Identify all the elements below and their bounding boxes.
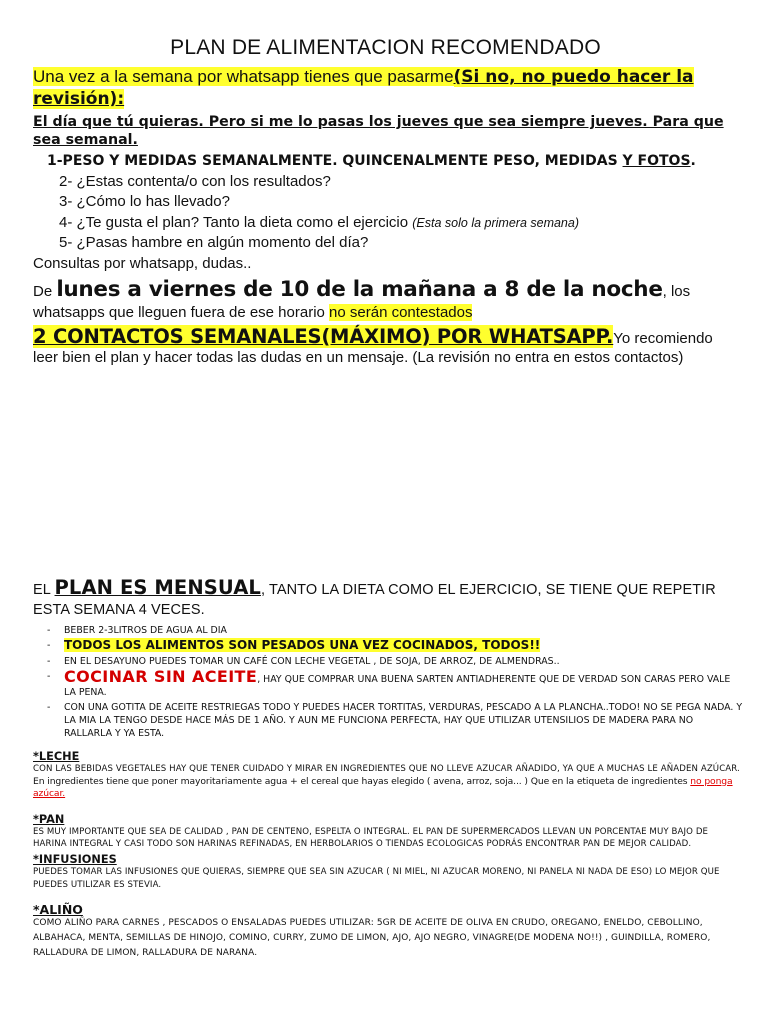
consultas-text: Consultas por whatsapp, dudas.. [33, 254, 252, 272]
intro-paragraph [33, 66, 738, 110]
pan-heading: *PAN [33, 812, 65, 826]
rule-item: - BEBER 2-3LITROS DE AGUA AL DIA [47, 625, 227, 636]
leche-heading: *LECHE [33, 750, 80, 763]
contacts-rest: Yo recomiendo leer bien el plan y hacer todas las dudas en un mensaje. (La revisión no entra en estos contactos) [33, 329, 713, 366]
page-title: PLAN DE ALIMENTACION RECOMENDADO [170, 36, 601, 59]
day-note: El día que tú quieras. Pero si me lo pasas los jueves que sea siempre jueves. Para que sea semanal. [33, 114, 724, 148]
checklist-item-3: 3- ¿Cómo lo has llevado? [59, 193, 230, 210]
checklist-item-4-text: 4- ¿Te gusta el plan? Tanto la dieta como el ejercicio [59, 213, 413, 231]
rule-text: BEBER 2-3LITROS DE AGUA AL DIA [64, 625, 227, 636]
checklist-item-4 [47, 213, 738, 234]
checklist-item-2: 2- ¿Estas contenta/o con los resultados? [59, 172, 331, 190]
leche-text-1: CON LAS BEBIDAS VEGETALES HAY QUE TENER CUIDADO Y MIRAR EN INGREDIENTES QUE NO LLEVE AZUCAR AÑADIDO, YA QUE A MUCHAS LE AÑADEN AZÚCAR. [33, 764, 740, 774]
rule-text: , HAY QUE COMPRAR UNA BUENA SARTEN ANTIADHERENTE QUE DE VERDAD SON CARAS PERO VALE LA PENA. [64, 674, 731, 698]
schedule-hours: lunes a viernes de 10 de la mañana a 8 de la noche [56, 276, 663, 302]
rule-item: - TODOS LOS ALIMENTOS SON PESADOS UNA VEZ COCINADOS, TODOS!! [47, 638, 541, 652]
plan-pre: EL [33, 582, 55, 598]
document-top [33, 34, 738, 367]
leche-text-2-main: En ingredientes tiene que poner mayoritariamente agua + el cereal que hayas elegido ( avena, arroz, soja... ) Que en la etiqueta de ingredientes [33, 775, 691, 787]
alino-text: COMO ALIÑO PARA CARNES , PESCADOS O ENSALADAS PUEDES UTILIZAR: 5GR DE ACEITE DE OLIVA EN CRUDO, OREGANO, ENELDO, CEBOLLINO, ALBAHACA, MENTA, SEMILLAS DE HINOJO, COMINO, CURRY, ZUMO DE LIMON, AJO, AJO NEGRO, VINAGRE(DE MODENA NO!!) , GUINDILLA, ROMERO, RALLADURA DE LIMON, RALLADURA DE NARANA. [33, 918, 711, 959]
rule-text-highlighted: TODOS LOS ALIMENTOS SON PESADOS UNA VEZ COCINADOS, TODOS!! [64, 638, 541, 652]
plan-mensual: PLAN ES MENSUAL [54, 576, 261, 599]
document-bottom [33, 578, 743, 961]
rule-text: CON UNA GOTITA DE ACEITE RESTRIEGAS TODO Y PUEDES HACER TORTITAS, VERDURAS, PESCADO A LA PLANCHA..TODO! NO SE PEGA NADA. Y LA MIA LA TENGO DESDE HACE MÁS DE 1 AÑO. Y AUN ME FUNCIONA PERFECTA, HAY QUE UTILIZAR UTENSILIOS DE MADERA PARA NO RALLARLA Y YA ESTA. [64, 702, 743, 739]
rule-text: EN EL DESAYUNO PUEDES TOMAR UN CAFÉ CON LECHE VEGETAL , DE SOJA, DE ARROZ, DE ALMENDRAS.. [64, 656, 560, 667]
checklist-item-1-fotos: Y FOTOS [622, 153, 691, 169]
contacts-limit: 2 CONTACTOS SEMANALES(MÁXIMO) POR WHATSAPP. [33, 324, 614, 348]
checklist-item-1-end: . [690, 153, 696, 169]
checklist-item-1 [47, 151, 738, 172]
intro-bold: (Si no, no puedo hacer la revisión): [33, 67, 694, 109]
contacts-paragraph [33, 324, 738, 367]
infusiones-text: PUEDES TOMAR LAS INFUSIONES QUE QUIERAS, SIEMPRE QUE SEA SIN AZUCAR ( NI MIEL, NI AZUCAR MORENO, NI PANELA NI NADA DE ESO) LO MEJOR QUE PUEDES UTILIZAR ES STEVIA. [33, 866, 720, 890]
checklist-item-5: 5- ¿Pasas hambre en algún momento del día? [59, 234, 369, 251]
plan-paragraph [33, 578, 743, 620]
leche-text-2-warning: no ponga azúcar. [33, 775, 733, 800]
checklist [47, 151, 738, 254]
infusiones-heading: *INFUSIONES [33, 852, 117, 866]
rule-item: - EN EL DESAYUNO PUEDES TOMAR UN CAFÉ CON LECHE VEGETAL , DE SOJA, DE ARROZ, DE ALMENDRAS.. [47, 656, 560, 667]
schedule-pre: De [33, 282, 57, 300]
rule-item: - COCINAR SIN ACEITE, HAY QUE COMPRAR UNA BUENA SARTEN ANTIADHERENTE QUE DE VERDAD SON CARAS PERO VALE LA PENA. [47, 667, 731, 698]
rule-item: - CON UNA GOTITA DE ACEITE RESTRIEGAS TODO Y PUEDES HACER TORTITAS, VERDURAS, PESCADO A LA PLANCHA..TODO! NO SE PEGA NADA. Y LA MIA LA TENGO DESDE HACE MÁS DE 1 AÑO. Y AUN ME FUNCIONA PERFECTA, HAY QUE UTILIZAR UTENSILIOS DE MADERA PARA NO RALLARLA Y YA ESTA. [47, 702, 743, 739]
leche-text-2 [33, 776, 743, 801]
plan-post: , TANTO LA DIETA COMO EL EJERCICIO, SE TIENE QUE REPETIR ESTA SEMANA 4 VECES. [33, 582, 716, 618]
pan-text: ES MUY IMPORTANTE QUE SEA DE CALIDAD , PAN DE CENTENO, ESPELTA O INTEGRAL. EL PAN DE SUPERMERCADOS LLEVAN UN PORCENTAE MUY BAJO DE HARINA INTEGRAL Y CASI TODO SON HARINAS REFINADAS, EN HERBOLARIOS O TIENDAS ECOLOGICAS PODRÁS ENCONTRAR PAN DE MEJOR CALIDAD. [33, 826, 709, 850]
rules-list [47, 624, 743, 740]
schedule-post: , los whatsapps que lleguen fuera de ese horario [33, 282, 691, 321]
checklist-item-4-note: (Esta solo la primera semana) [412, 215, 579, 230]
schedule-warning: no serán contestados [329, 303, 473, 321]
rule-cocinar-sin-aceite: COCINAR SIN ACEITE [64, 667, 258, 686]
alino-heading: *ALIÑO [33, 902, 83, 918]
intro-text: Una vez a la semana por whatsapp tienes que pasarme [33, 67, 454, 86]
checklist-item-1-text: 1-PESO Y MEDIDAS SEMANALMENTE. QUINCENALMENTE PESO, MEDIDAS [47, 153, 623, 169]
schedule-paragraph [33, 276, 738, 323]
